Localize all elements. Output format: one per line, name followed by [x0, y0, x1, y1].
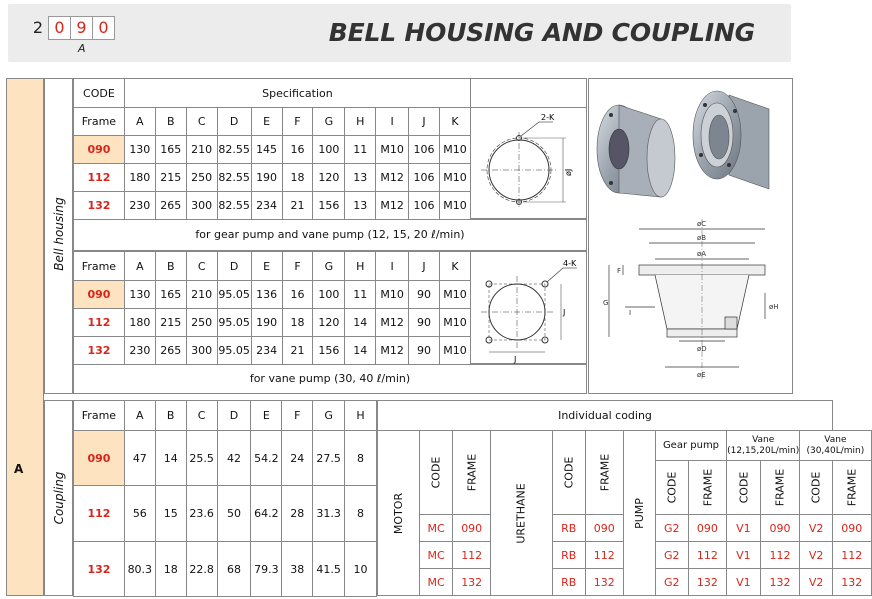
code-digit-1: 0	[48, 16, 71, 40]
dia-label: øJ	[564, 168, 573, 176]
value-cell: 18	[282, 309, 313, 337]
gear-code-header: CODE	[655, 461, 688, 515]
coupling-label: Coupling	[52, 471, 66, 525]
value-cell: 27.5	[313, 431, 345, 486]
spec-header-extension	[471, 78, 587, 108]
frame-cell: 112	[760, 542, 800, 569]
col-header: A	[124, 108, 155, 136]
value-cell: 31.3	[313, 486, 345, 542]
value-cell: 47	[124, 431, 155, 486]
header-bar	[8, 4, 791, 62]
value-cell: 82.55	[217, 136, 251, 164]
value-cell: 210	[186, 281, 217, 309]
dim-label: øC	[697, 220, 707, 228]
value-cell: 38	[282, 542, 313, 597]
frame-cell: 132	[760, 569, 800, 596]
code-digit-2: 9	[70, 16, 93, 40]
code-cell: V1	[727, 542, 761, 569]
value-cell: 14	[345, 309, 376, 337]
code-cell: G2	[655, 515, 688, 542]
bell-housing-note-1: for gear pump and vane pump (12, 15, 20 ℓ/min)	[73, 219, 587, 251]
value-cell: 165	[155, 281, 186, 309]
vane1-frame-header: FRAME	[760, 461, 800, 515]
urethane-label: URETHANE	[491, 431, 552, 596]
value-cell: 14	[155, 431, 186, 486]
value-cell: 106	[409, 136, 440, 164]
value-cell: M10	[439, 309, 470, 337]
value-cell: 190	[251, 309, 282, 337]
col-header: E	[251, 252, 282, 281]
value-cell: 11	[345, 281, 376, 309]
value-cell: 100	[313, 281, 345, 309]
code-cell: RB	[552, 569, 585, 596]
col-header: G	[313, 401, 345, 431]
motor-code-header: CODE	[420, 431, 453, 515]
table-row	[74, 431, 377, 486]
value-cell: 18	[155, 542, 186, 597]
col-header: H	[345, 401, 377, 431]
dim-label: øD	[697, 345, 707, 353]
value-cell: 90	[409, 281, 440, 309]
bell-housing-table-2	[73, 251, 471, 365]
value-cell: 23.6	[186, 486, 217, 542]
vane2-header: Vane (30,40L/min)	[800, 431, 871, 461]
value-cell: 15	[155, 486, 186, 542]
frame-cell: 112	[452, 542, 491, 569]
value-cell: M12	[376, 309, 409, 337]
col-header: I	[376, 252, 409, 281]
col-header: E	[251, 108, 282, 136]
value-cell: 250	[186, 309, 217, 337]
col-header: F	[282, 252, 313, 281]
col-header: D	[217, 108, 251, 136]
page-title: BELL HOUSING AND COUPLING	[328, 18, 755, 47]
individual-coding-table	[377, 400, 872, 596]
value-cell: 265	[155, 337, 186, 365]
table-row	[74, 136, 471, 164]
col-header: G	[313, 252, 345, 281]
value-cell: 13	[345, 192, 376, 220]
code-cell: G2	[655, 542, 688, 569]
urethane-code-header: CODE	[552, 431, 585, 515]
frame-cell: 132	[74, 192, 125, 220]
value-cell: 79.3	[251, 542, 282, 597]
frame-cell: 090	[760, 515, 800, 542]
motor-label: MOTOR	[378, 431, 420, 596]
frame-cell: 132	[585, 569, 624, 596]
frame-cell: 112	[74, 309, 125, 337]
coupling-table	[73, 400, 377, 597]
value-cell: 190	[251, 164, 282, 192]
value-cell: 54.2	[251, 431, 282, 486]
value-cell: 68	[217, 542, 251, 597]
coupling-band	[44, 400, 73, 596]
table-row	[74, 542, 377, 597]
motor-frame-header: FRAME	[452, 431, 491, 515]
frame-cell: 090	[585, 515, 624, 542]
value-cell: 156	[313, 337, 345, 365]
frame-cell: 090	[74, 281, 125, 309]
value-cell: M10	[439, 337, 470, 365]
table-row	[74, 164, 471, 192]
value-cell: 210	[186, 136, 217, 164]
col-header: H	[345, 252, 376, 281]
urethane-frame-header: FRAME	[585, 431, 624, 515]
code-cell: RB	[552, 515, 585, 542]
value-cell: 16	[282, 136, 313, 164]
code-cell: RB	[552, 542, 585, 569]
value-cell: 215	[155, 309, 186, 337]
value-cell: 90	[409, 309, 440, 337]
value-cell: 95.05	[217, 309, 251, 337]
value-cell: 24	[282, 431, 313, 486]
value-cell: 215	[155, 164, 186, 192]
code-prefix: 2	[32, 18, 44, 37]
value-cell: 265	[155, 192, 186, 220]
table-row	[74, 309, 471, 337]
col-header: J	[409, 252, 440, 281]
value-cell: 136	[251, 281, 282, 309]
frame-cell: 132	[74, 542, 125, 597]
value-cell: 42	[217, 431, 251, 486]
col-header: B	[155, 252, 186, 281]
pump-label: PUMP	[624, 431, 656, 596]
col-header: D	[217, 252, 251, 281]
value-cell: M10	[440, 164, 471, 192]
code-subscript: A	[78, 42, 86, 55]
dim-label: øB	[697, 234, 707, 242]
code-cell: V1	[727, 569, 761, 596]
section-letter: A	[14, 462, 24, 476]
value-cell: M10	[439, 281, 470, 309]
value-cell: M10	[440, 136, 471, 164]
value-cell: 145	[251, 136, 282, 164]
code-cell: V2	[800, 569, 833, 596]
value-cell: 56	[124, 486, 155, 542]
code-digit-3: 0	[92, 16, 115, 40]
value-cell: 165	[155, 136, 186, 164]
col-header: J	[409, 108, 440, 136]
value-cell: 21	[282, 192, 313, 220]
value-cell: 250	[186, 164, 217, 192]
coding-title: Individual coding	[378, 401, 833, 431]
spec-header: Specification	[124, 79, 470, 108]
bell-housing-3d-left	[597, 105, 675, 197]
value-cell: M10	[440, 192, 471, 220]
value-cell: 95.05	[217, 337, 251, 365]
vane2-code-header: CODE	[800, 461, 833, 515]
frame-cell: 090	[688, 515, 727, 542]
value-cell: M10	[376, 281, 409, 309]
value-cell: 21	[282, 337, 313, 365]
value-cell: 82.55	[217, 164, 251, 192]
code-header: CODE	[74, 79, 125, 108]
code-cell: V1	[727, 515, 761, 542]
col-header: C	[186, 252, 217, 281]
value-cell: 120	[313, 309, 345, 337]
vane2-frame-header: FRAME	[833, 461, 872, 515]
value-cell: 14	[345, 337, 376, 365]
bolt-pattern-diagram-1	[471, 107, 587, 219]
value-cell: 8	[345, 486, 377, 542]
value-cell: 130	[124, 281, 155, 309]
col-header: C	[186, 401, 217, 431]
dim-label: I	[629, 309, 632, 317]
frame-cell: 132	[74, 337, 125, 365]
bell-housing-band	[44, 78, 73, 394]
value-cell: 180	[124, 309, 155, 337]
col-header: Frame	[74, 252, 125, 281]
bell-housing-illustration	[589, 79, 794, 395]
value-cell: 16	[282, 281, 313, 309]
value-cell: 8	[345, 431, 377, 486]
value-cell: M12	[376, 192, 409, 220]
col-header: F	[282, 108, 313, 136]
value-cell: 11	[345, 136, 376, 164]
col-header: I	[376, 108, 409, 136]
side-label: J	[563, 308, 566, 317]
frame-cell: 090	[74, 431, 125, 486]
value-cell: 106	[409, 192, 440, 220]
value-cell: 230	[124, 337, 155, 365]
col-header: G	[313, 108, 345, 136]
col-header: Frame	[74, 401, 125, 431]
value-cell: 28	[282, 486, 313, 542]
bottom-label: J	[514, 355, 517, 364]
bolt-label: 4-K	[563, 259, 577, 268]
code-cell: V2	[800, 515, 833, 542]
gear-frame-header: FRAME	[688, 461, 727, 515]
cross-section-drawing	[603, 219, 779, 379]
frame-cell: 112	[833, 542, 872, 569]
bell-housing-drawing-area	[588, 78, 793, 394]
frame-cell: 132	[688, 569, 727, 596]
value-cell: 234	[251, 192, 282, 220]
value-cell: 234	[251, 337, 282, 365]
value-cell: 50	[217, 486, 251, 542]
frame-cell: 090	[74, 136, 125, 164]
value-cell: 18	[282, 164, 313, 192]
vane1-header: Vane (12,15,20L/min)	[727, 431, 800, 461]
value-cell: 25.5	[186, 431, 217, 486]
table-row	[74, 192, 471, 220]
value-cell: 300	[186, 192, 217, 220]
dim-label: øE	[697, 371, 706, 379]
col-header: B	[155, 401, 186, 431]
value-cell: 22.8	[186, 542, 217, 597]
value-cell: 10	[345, 542, 377, 597]
value-cell: 64.2	[251, 486, 282, 542]
table-row	[74, 486, 377, 542]
value-cell: 90	[409, 337, 440, 365]
value-cell: M12	[376, 164, 409, 192]
bell-housing-table-1	[73, 78, 471, 220]
frame-cell: 112	[74, 164, 125, 192]
gear-pump-header: Gear pump	[655, 431, 726, 461]
frame-cell: 112	[74, 486, 125, 542]
col-header: K	[439, 252, 470, 281]
dim-label: G	[603, 299, 609, 307]
value-cell: 106	[409, 164, 440, 192]
code-cell: MC	[420, 569, 453, 596]
value-cell: 41.5	[313, 542, 345, 597]
table-row	[74, 337, 471, 365]
bolt-pattern-diagram-2	[471, 251, 587, 364]
col-header: C	[186, 108, 217, 136]
value-cell: 95.05	[217, 281, 251, 309]
value-cell: 230	[124, 192, 155, 220]
bolt-label: 2-K	[541, 113, 555, 122]
value-cell: 82.55	[217, 192, 251, 220]
frame-cell: 112	[688, 542, 727, 569]
dim-label: øH	[769, 303, 779, 311]
bell-housing-note-2: for vane pump (30, 40 ℓ/min)	[73, 364, 587, 394]
dim-label: øA	[697, 250, 707, 258]
frame-cell: 090	[833, 515, 872, 542]
table-row	[74, 281, 471, 309]
code-cell: MC	[420, 515, 453, 542]
value-cell: 100	[313, 136, 345, 164]
value-cell: M12	[376, 337, 409, 365]
value-cell: 300	[186, 337, 217, 365]
vane1-code-header: CODE	[727, 461, 761, 515]
col-header: A	[124, 401, 155, 431]
dim-label: F	[617, 267, 622, 275]
frame-cell: 090	[452, 515, 491, 542]
col-header: K	[440, 108, 471, 136]
frame-cell: 112	[585, 542, 624, 569]
col-header: Frame	[74, 108, 125, 136]
value-cell: 13	[345, 164, 376, 192]
frame-cell: 132	[833, 569, 872, 596]
col-header: D	[217, 401, 251, 431]
col-header: B	[155, 108, 186, 136]
value-cell: M10	[376, 136, 409, 164]
value-cell: 180	[124, 164, 155, 192]
col-header: F	[282, 401, 313, 431]
code-cell: MC	[420, 542, 453, 569]
value-cell: 156	[313, 192, 345, 220]
bell-housing-3d-right	[693, 91, 769, 189]
col-header: H	[345, 108, 376, 136]
value-cell: 80.3	[124, 542, 155, 597]
bell-housing-label: Bell housing	[52, 197, 66, 271]
frame-cell: 132	[452, 569, 491, 596]
code-cell: G2	[655, 569, 688, 596]
value-cell: 120	[313, 164, 345, 192]
section-band	[6, 78, 44, 596]
value-cell: 130	[124, 136, 155, 164]
col-header: E	[251, 401, 282, 431]
col-header: A	[124, 252, 155, 281]
code-cell: V2	[800, 542, 833, 569]
